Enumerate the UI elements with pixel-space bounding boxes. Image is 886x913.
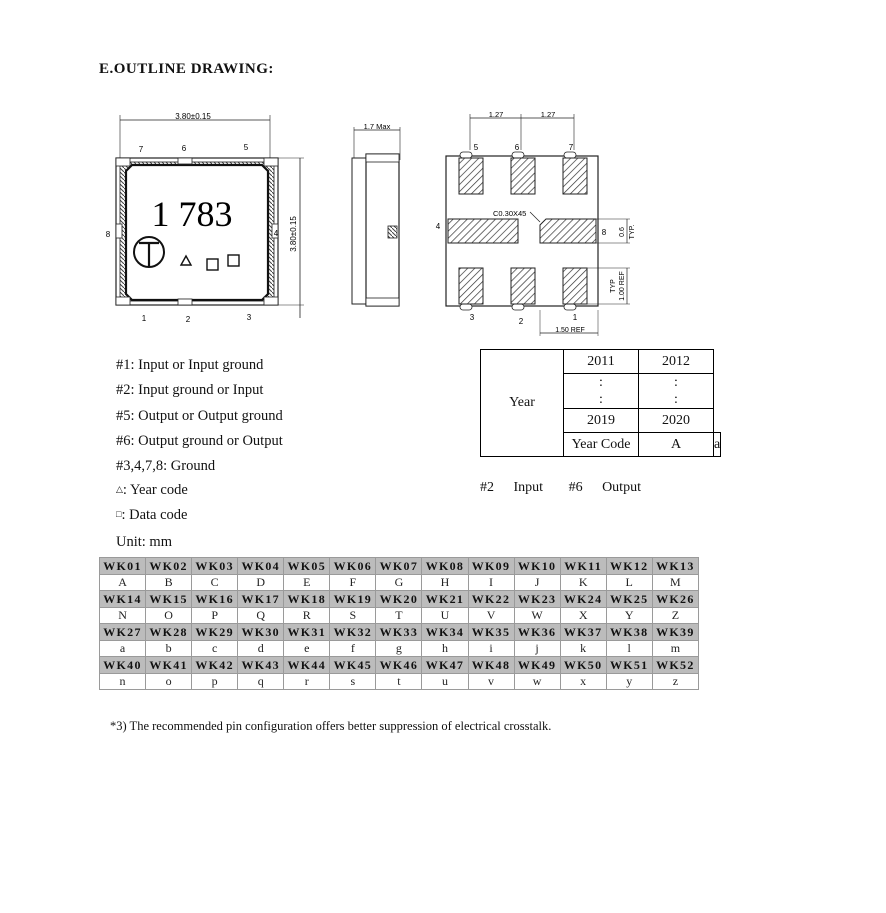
week-cell: WK06 bbox=[330, 558, 376, 575]
right-pin-label: 4 bbox=[273, 229, 279, 238]
dim-height: 3.80±0.15 bbox=[289, 216, 298, 252]
week-cell: WK35 bbox=[468, 624, 514, 641]
code-cell: X bbox=[560, 608, 606, 624]
code-cell: M bbox=[652, 575, 698, 591]
bottom-view bbox=[436, 110, 636, 336]
code-cell: C bbox=[192, 575, 238, 591]
small-square-icon: □ bbox=[116, 509, 122, 519]
week-cell: WK22 bbox=[468, 591, 514, 608]
code-cell: k bbox=[560, 641, 606, 657]
code-row bbox=[100, 674, 699, 690]
code-cell: F bbox=[330, 575, 376, 591]
code-cell: K bbox=[560, 575, 606, 591]
week-cell: WK01 bbox=[100, 558, 146, 575]
bottom-view-pin-label: 7 bbox=[568, 143, 574, 152]
code-row bbox=[100, 641, 699, 657]
week-cell: WK15 bbox=[146, 591, 192, 608]
bottom-view-pin-label: 6 bbox=[514, 143, 520, 152]
code-cell: v bbox=[468, 674, 514, 690]
dim-ref: 1.00 REF bbox=[619, 271, 626, 301]
week-row bbox=[100, 591, 699, 608]
week-cell: WK42 bbox=[192, 657, 238, 674]
outline-drawing bbox=[0, 0, 886, 345]
week-cell: WK46 bbox=[376, 657, 422, 674]
year-cell: 2019 bbox=[564, 409, 639, 433]
year-cell: 2011 bbox=[564, 350, 639, 374]
dim-pitch: 1.27 bbox=[540, 110, 556, 119]
week-cell: WK13 bbox=[652, 558, 698, 575]
year-code-cell: a bbox=[714, 433, 721, 457]
week-cell: WK24 bbox=[560, 591, 606, 608]
code-cell: d bbox=[238, 641, 284, 657]
code-cell: Y bbox=[606, 608, 652, 624]
week-cell: WK49 bbox=[514, 657, 560, 674]
week-cell: WK37 bbox=[560, 624, 606, 641]
code-cell: s bbox=[330, 674, 376, 690]
pin-note: #6: Output ground or Output bbox=[116, 433, 283, 449]
year-code-note: △: Year code bbox=[116, 482, 188, 498]
code-cell: U bbox=[422, 608, 468, 624]
week-cell: WK09 bbox=[468, 558, 514, 575]
bottom-pin-label: 1 bbox=[141, 314, 147, 323]
year-cell: 2012 bbox=[639, 350, 714, 374]
code-cell: O bbox=[146, 608, 192, 624]
top-view bbox=[106, 112, 304, 324]
bottom-view-pin-label: 1 bbox=[572, 313, 578, 322]
pin-role-caption bbox=[480, 480, 641, 496]
week-cell: WK44 bbox=[284, 657, 330, 674]
code-cell: b bbox=[146, 641, 192, 657]
week-cell: WK05 bbox=[284, 558, 330, 575]
week-cell: WK26 bbox=[652, 591, 698, 608]
week-cell: WK16 bbox=[192, 591, 238, 608]
bottom-pin-label: 2 bbox=[185, 315, 191, 324]
week-cell: WK11 bbox=[560, 558, 606, 575]
top-pin-label: 5 bbox=[243, 143, 249, 152]
year-label: Year bbox=[481, 350, 564, 457]
bottom-view-pin-label: 8 bbox=[601, 228, 607, 237]
week-cell: WK08 bbox=[422, 558, 468, 575]
ellipsis-cell: : bbox=[564, 374, 639, 392]
code-cell: t bbox=[376, 674, 422, 690]
code-cell: V bbox=[468, 608, 514, 624]
code-cell: z bbox=[652, 674, 698, 690]
week-code-table bbox=[99, 557, 699, 690]
footnote: *3) The recommended pin configuration offers better suppression of electrical crosstalk. bbox=[110, 719, 552, 733]
week-cell: WK30 bbox=[238, 624, 284, 641]
week-cell: WK36 bbox=[514, 624, 560, 641]
week-cell: WK02 bbox=[146, 558, 192, 575]
code-cell: B bbox=[146, 575, 192, 591]
bottom-pin-label: 3 bbox=[246, 313, 252, 322]
dim-pitch: 1.27 bbox=[488, 110, 504, 119]
top-pin-label: 7 bbox=[138, 145, 144, 154]
code-cell: p bbox=[192, 674, 238, 690]
code-cell: R bbox=[284, 608, 330, 624]
unit-note: Unit: mm bbox=[116, 534, 172, 550]
code-cell: f bbox=[330, 641, 376, 657]
code-cell: n bbox=[100, 674, 146, 690]
week-cell: WK25 bbox=[606, 591, 652, 608]
code-cell: r bbox=[284, 674, 330, 690]
week-cell: WK47 bbox=[422, 657, 468, 674]
week-cell: WK40 bbox=[100, 657, 146, 674]
left-pin-label: 8 bbox=[105, 230, 111, 239]
code-cell: D bbox=[238, 575, 284, 591]
week-cell: WK31 bbox=[284, 624, 330, 641]
code-cell: T bbox=[376, 608, 422, 624]
code-cell: a bbox=[100, 641, 146, 657]
code-cell: i bbox=[468, 641, 514, 657]
code-cell: h bbox=[422, 641, 468, 657]
code-cell: Z bbox=[652, 608, 698, 624]
dim-ref: 1.50 REF bbox=[555, 327, 585, 334]
week-cell: WK50 bbox=[560, 657, 606, 674]
week-cell: WK03 bbox=[192, 558, 238, 575]
code-cell: o bbox=[146, 674, 192, 690]
week-cell: WK12 bbox=[606, 558, 652, 575]
code-cell: g bbox=[376, 641, 422, 657]
code-cell: E bbox=[284, 575, 330, 591]
code-cell: L bbox=[606, 575, 652, 591]
dim-typ-value: 0.6 bbox=[619, 227, 626, 237]
pin-role: Input bbox=[513, 480, 544, 495]
week-cell: WK21 bbox=[422, 591, 468, 608]
week-cell: WK07 bbox=[376, 558, 422, 575]
code-cell: I bbox=[468, 575, 514, 591]
code-row bbox=[100, 575, 699, 591]
code-cell: A bbox=[100, 575, 146, 591]
pin-number: #2 bbox=[480, 480, 494, 495]
week-cell: WK27 bbox=[100, 624, 146, 641]
chamfer-note: C0.30X45 bbox=[493, 209, 527, 218]
year-cell: 2020 bbox=[639, 409, 714, 433]
code-cell: c bbox=[192, 641, 238, 657]
bottom-view-pin-label: 5 bbox=[473, 143, 479, 152]
pin-number: #6 bbox=[568, 480, 583, 495]
week-cell: WK32 bbox=[330, 624, 376, 641]
code-cell: m bbox=[652, 641, 698, 657]
pin-role: Output bbox=[602, 480, 641, 495]
ellipsis-cell: : bbox=[564, 391, 639, 409]
code-cell: Q bbox=[238, 608, 284, 624]
week-cell: WK23 bbox=[514, 591, 560, 608]
week-cell: WK14 bbox=[100, 591, 146, 608]
week-cell: WK18 bbox=[284, 591, 330, 608]
code-cell: P bbox=[192, 608, 238, 624]
bottom-view-pin-label: 2 bbox=[518, 317, 524, 326]
dim-typ-label: TYP. bbox=[629, 224, 636, 240]
week-cell: WK04 bbox=[238, 558, 284, 575]
week-cell: WK52 bbox=[652, 657, 698, 674]
code-cell: j bbox=[514, 641, 560, 657]
pin-note: #3,4,7,8: Ground bbox=[116, 458, 216, 474]
data-code-note: □: Data code bbox=[116, 507, 188, 523]
small-triangle-icon: △ bbox=[116, 484, 123, 494]
code-cell: e bbox=[284, 641, 330, 657]
code-cell: S bbox=[330, 608, 376, 624]
year-code-table bbox=[480, 349, 721, 457]
code-cell: G bbox=[376, 575, 422, 591]
top-pin-label: 6 bbox=[181, 144, 187, 153]
ellipsis-cell: : bbox=[639, 391, 714, 409]
week-cell: WK28 bbox=[146, 624, 192, 641]
week-cell: WK45 bbox=[330, 657, 376, 674]
pin-note: #5: Output or Output ground bbox=[116, 408, 283, 424]
week-cell: WK29 bbox=[192, 624, 238, 641]
marking-number: 1 783 bbox=[151, 194, 233, 234]
week-cell: WK43 bbox=[238, 657, 284, 674]
code-cell: x bbox=[560, 674, 606, 690]
week-cell: WK38 bbox=[606, 624, 652, 641]
year-code-label: Year Code bbox=[564, 433, 639, 457]
week-row bbox=[100, 624, 699, 641]
pin-note: #2: Input ground or Input bbox=[116, 382, 264, 398]
week-cell: WK19 bbox=[330, 591, 376, 608]
week-cell: WK39 bbox=[652, 624, 698, 641]
week-row bbox=[100, 657, 699, 674]
bottom-view-pin-label: 4 bbox=[435, 222, 441, 231]
week-cell: WK51 bbox=[606, 657, 652, 674]
week-cell: WK33 bbox=[376, 624, 422, 641]
code-cell: N bbox=[100, 608, 146, 624]
week-cell: WK20 bbox=[376, 591, 422, 608]
week-row bbox=[100, 558, 699, 575]
code-cell: J bbox=[514, 575, 560, 591]
dim-typ-label: TYP bbox=[610, 279, 617, 293]
dim-width: 3.80±0.15 bbox=[175, 112, 211, 121]
week-cell: WK48 bbox=[468, 657, 514, 674]
side-view bbox=[352, 122, 400, 306]
code-cell: l bbox=[606, 641, 652, 657]
week-cell: WK41 bbox=[146, 657, 192, 674]
week-cell: WK10 bbox=[514, 558, 560, 575]
code-row bbox=[100, 608, 699, 624]
code-cell: W bbox=[514, 608, 560, 624]
dim-height-max: 1.7 Max bbox=[363, 122, 391, 131]
code-cell: q bbox=[238, 674, 284, 690]
code-cell: y bbox=[606, 674, 652, 690]
year-code-cell: A bbox=[639, 433, 714, 457]
pin-note: #1: Input or Input ground bbox=[116, 357, 264, 373]
code-cell: u bbox=[422, 674, 468, 690]
week-cell: WK17 bbox=[238, 591, 284, 608]
code-cell: w bbox=[514, 674, 560, 690]
section-heading: E.OUTLINE DRAWING: bbox=[99, 61, 274, 77]
week-cell: WK34 bbox=[422, 624, 468, 641]
code-cell: H bbox=[422, 575, 468, 591]
bottom-view-pin-label: 3 bbox=[469, 313, 475, 322]
ellipsis-cell: : bbox=[639, 374, 714, 392]
